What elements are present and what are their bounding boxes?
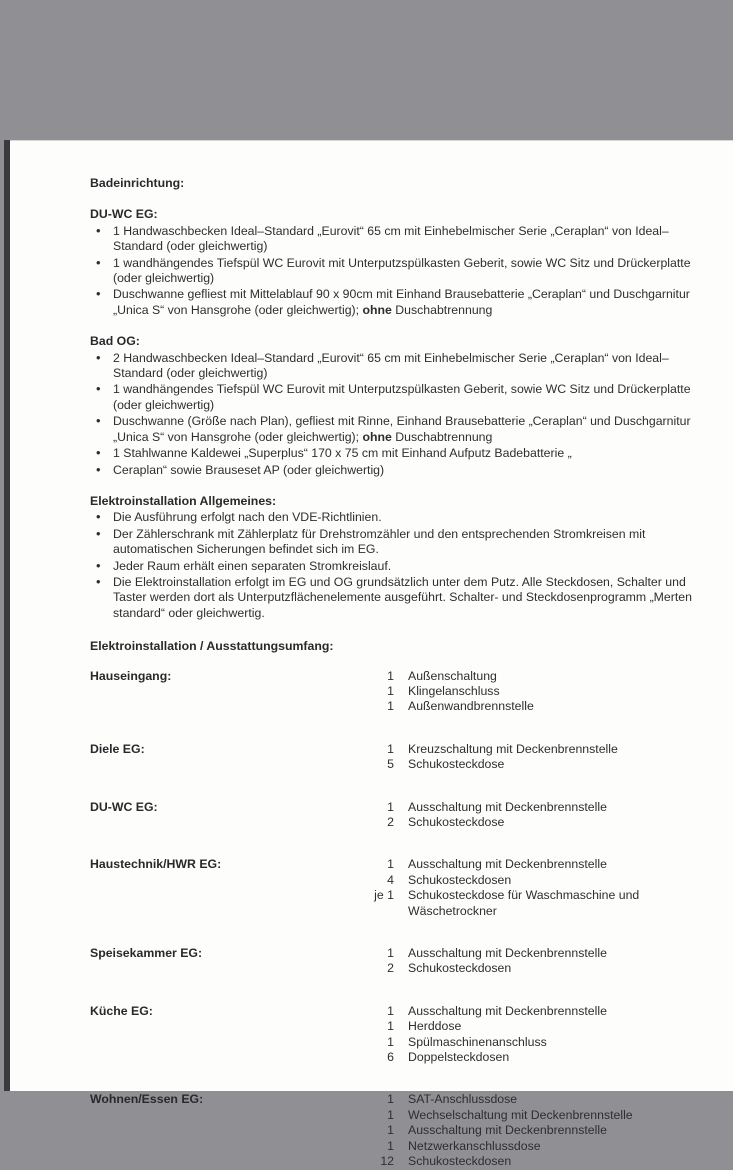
item-quantity: 1 xyxy=(387,1123,394,1138)
group-heading-bad-og: Bad OG: xyxy=(90,334,140,349)
bullet-text: 1 Stahlwanne Kaldewei „Superplus“ 170 x 75 cm mit Einhand Aufputz Badebatterie „ xyxy=(113,446,572,461)
item-description: Ausschaltung mit Deckenbrennstelle xyxy=(408,946,607,961)
room-item-lines xyxy=(370,800,700,831)
section-heading-ausstattungsumfang: Elektroinstallation / Ausstattungsumfang: xyxy=(90,639,334,654)
item-quantity: 1 xyxy=(387,1034,394,1049)
bullet-text: Ceraplan“ sowie Brauseset AP (oder gleichwertig) xyxy=(113,462,385,477)
bullet-list-elektro-allgemeines xyxy=(90,510,698,621)
bullet-text: 1 Handwaschbecken Ideal–Standard „Eurovit“ 65 cm mit Einhebelmischer Serie „Ceraplan“ von Ideal–Standard (oder gleichwertig) xyxy=(113,223,669,254)
item-description: Schukosteckdose xyxy=(408,815,505,829)
bullet-item xyxy=(90,510,698,525)
equipment-item xyxy=(370,1139,700,1154)
room-row xyxy=(90,1004,700,1066)
room-row xyxy=(90,946,700,977)
bullet-text: Duschwanne gefliest mit Mittelablauf 90 x 90cm mit Einhand Brausebatterie „Ceraplan“ und Duschgarnitur „Unica S“ von Hansgrohe (oder gleichwertig); xyxy=(113,287,690,317)
item-quantity: 4 xyxy=(387,872,394,887)
item-description: Ausschaltung mit Deckenbrennstelle xyxy=(408,857,607,872)
item-description: Klingelanschluss xyxy=(408,683,500,698)
item-description: Kreuzschaltung mit Deckenbrennstelle xyxy=(408,741,618,756)
equipment-item xyxy=(370,1050,700,1065)
bullet-text: 2 Handwaschbecken Ideal–Standard „Eurovit“ 65 cm mit Einhebelmischer Serie „Ceraplan“ von Ideal–Standard (oder gleichwertig) xyxy=(113,350,669,381)
item-description: Schukosteckdose für Waschmaschine und Wäschetrockner xyxy=(408,888,640,918)
equipment-item xyxy=(370,1004,700,1019)
bullet-text: Die Ausführung erfolgt nach den VDE-Richtlinien. xyxy=(113,510,382,525)
item-quantity: 2 xyxy=(387,961,394,976)
bullet-item xyxy=(90,559,698,574)
bullet-text: 1 wandhängendes Tiefspül WC Eurovit mit Unterputzspülkasten Geberit, sowie WC Sitz und Drückerplatte (oder gleichwertig) xyxy=(113,255,691,286)
room-item-lines xyxy=(370,1004,700,1066)
item-description: Ausschaltung mit Deckenbrennstelle xyxy=(408,1123,607,1138)
equipment-item xyxy=(370,1108,700,1123)
room-label: Küche EG: xyxy=(90,1003,153,1018)
room-row xyxy=(90,669,700,715)
bullet-item xyxy=(90,446,698,461)
equipment-item xyxy=(370,742,700,757)
bullet-text: Duschabtrennung xyxy=(391,429,493,444)
equipment-item xyxy=(370,800,700,815)
bullet-item xyxy=(90,287,698,318)
room-item-lines xyxy=(370,946,700,977)
equipment-item xyxy=(370,1154,700,1169)
room-row xyxy=(90,1092,700,1169)
bullet-item xyxy=(90,527,698,558)
bullet-item xyxy=(90,414,698,445)
item-description: Schukosteckdose xyxy=(408,757,505,772)
item-description: Außenwandbrennstelle xyxy=(408,699,534,714)
item-quantity: 5 xyxy=(387,757,394,772)
item-quantity: je 1 xyxy=(374,888,394,903)
item-quantity: 1 xyxy=(387,799,394,814)
room-item-lines xyxy=(370,857,700,919)
item-quantity: 1 xyxy=(387,683,394,698)
document-page xyxy=(4,140,733,1169)
equipment-item xyxy=(370,669,700,684)
bullet-item xyxy=(90,463,698,478)
bullet-list-bad-og xyxy=(90,351,698,478)
item-description: Außenschaltung xyxy=(408,668,497,683)
bullet-item xyxy=(90,575,698,621)
item-description: Spülmaschinenanschluss xyxy=(408,1034,547,1049)
item-description: Wechselschaltung mit Deckenbrennstelle xyxy=(408,1107,633,1122)
item-quantity: 1 xyxy=(387,1092,394,1107)
room-label: Diele EG: xyxy=(90,741,145,756)
item-description: Schukosteckdosen xyxy=(408,1154,512,1169)
equipment-item xyxy=(370,961,700,976)
item-description: Netzwerkanschlussdose xyxy=(408,1138,541,1153)
item-description: Schukosteckdosen xyxy=(408,872,512,887)
equipment-item xyxy=(370,888,700,919)
group-heading-du-wc-eg: DU-WC EG: xyxy=(90,207,158,222)
item-description: Herddose xyxy=(408,1019,462,1034)
room-row xyxy=(90,857,700,919)
bullet-text: 1 wandhängendes Tiefspül WC Eurovit mit Unterputzspülkasten Geberit, sowie WC Sitz und Drückerplatte (oder gleichwertig) xyxy=(113,382,691,412)
room-label: Speisekammer EG: xyxy=(90,946,203,961)
document-content xyxy=(90,176,700,1170)
bullet-item xyxy=(90,256,698,287)
equipment-item xyxy=(370,1035,700,1050)
item-quantity: 1 xyxy=(387,1107,394,1122)
item-quantity: 1 xyxy=(387,857,394,872)
room-row xyxy=(90,800,700,831)
equipment-item xyxy=(370,1092,700,1107)
item-quantity: 1 xyxy=(387,668,394,683)
equipment-item xyxy=(370,699,700,714)
equipment-item xyxy=(370,857,700,872)
item-description: Ausschaltung mit Deckenbrennstelle xyxy=(408,1003,607,1018)
room-label: DU-WC EG: xyxy=(90,799,158,814)
equipment-item xyxy=(370,684,700,699)
item-description: SAT-Anschlussdose xyxy=(408,1092,518,1107)
item-description: Doppelsteckdosen xyxy=(408,1050,510,1065)
item-quantity: 1 xyxy=(387,1138,394,1153)
item-quantity: 12 xyxy=(380,1154,394,1169)
bullet-text-bold: ohne xyxy=(362,429,392,444)
room-item-lines xyxy=(370,669,700,715)
equipment-item xyxy=(370,1123,700,1138)
item-quantity: 1 xyxy=(387,946,394,961)
room-item-lines xyxy=(370,1092,700,1169)
bullet-text: Der Zählerschrank mit Zählerplatz für Drehstromzähler und den entsprechenden Stromkreisen mit automatischen Sicherungen befindet sich im EG. xyxy=(113,526,646,557)
group-heading-elektro-allgemeines: Elektroinstallation Allgemeines: xyxy=(90,493,277,508)
equipment-item xyxy=(370,757,700,772)
room-label: Hauseingang: xyxy=(90,668,172,683)
bullet-text: Jeder Raum erhält einen separaten Stromkreislauf. xyxy=(113,558,392,573)
item-quantity: 1 xyxy=(387,699,394,714)
room-row xyxy=(90,742,700,773)
bullet-text: Duschabtrennung xyxy=(391,302,493,317)
room-label: Haustechnik/HWR EG: xyxy=(90,857,222,872)
item-quantity: 1 xyxy=(387,741,394,756)
room-item-lines xyxy=(370,742,700,773)
equipment-table xyxy=(90,669,700,1170)
equipment-item xyxy=(370,1019,700,1034)
bullet-item xyxy=(90,224,698,255)
room-label: Wohnen/Essen EG: xyxy=(90,1092,204,1107)
item-description: Schukosteckdosen xyxy=(408,961,512,976)
item-quantity: 1 xyxy=(387,1019,394,1034)
bullet-item xyxy=(90,351,698,382)
equipment-item xyxy=(370,873,700,888)
equipment-item xyxy=(370,815,700,830)
item-quantity: 6 xyxy=(387,1050,394,1065)
bullet-item xyxy=(90,382,698,413)
item-quantity: 2 xyxy=(387,815,394,829)
equipment-item xyxy=(370,946,700,961)
bullet-text: Duschwanne (Größe nach Plan), gefliest mit Rinne, Einhand Brausebatterie „Ceraplan“ und Duschgarnitur „Unica S“ von Hansgrohe (oder gleichwertig); xyxy=(113,414,691,444)
bullet-text: Die Elektroinstallation erfolgt im EG und OG grundsätzlich unter dem Putz. Alle Steckdosen, Schalter und Taster werden dort als Unterputzflächenelemente ausgeführt. Schalter- und Steckdosenprogramm „Merten standard“ oder gleichwertig. xyxy=(113,574,692,620)
bullet-text-bold: ohne xyxy=(362,302,392,317)
bullet-list-du-wc-eg xyxy=(90,224,698,318)
item-quantity: 1 xyxy=(387,1003,394,1018)
item-description: Ausschaltung mit Deckenbrennstelle xyxy=(408,799,607,814)
section-heading-badeinrichtung: Badeinrichtung: xyxy=(90,176,185,190)
